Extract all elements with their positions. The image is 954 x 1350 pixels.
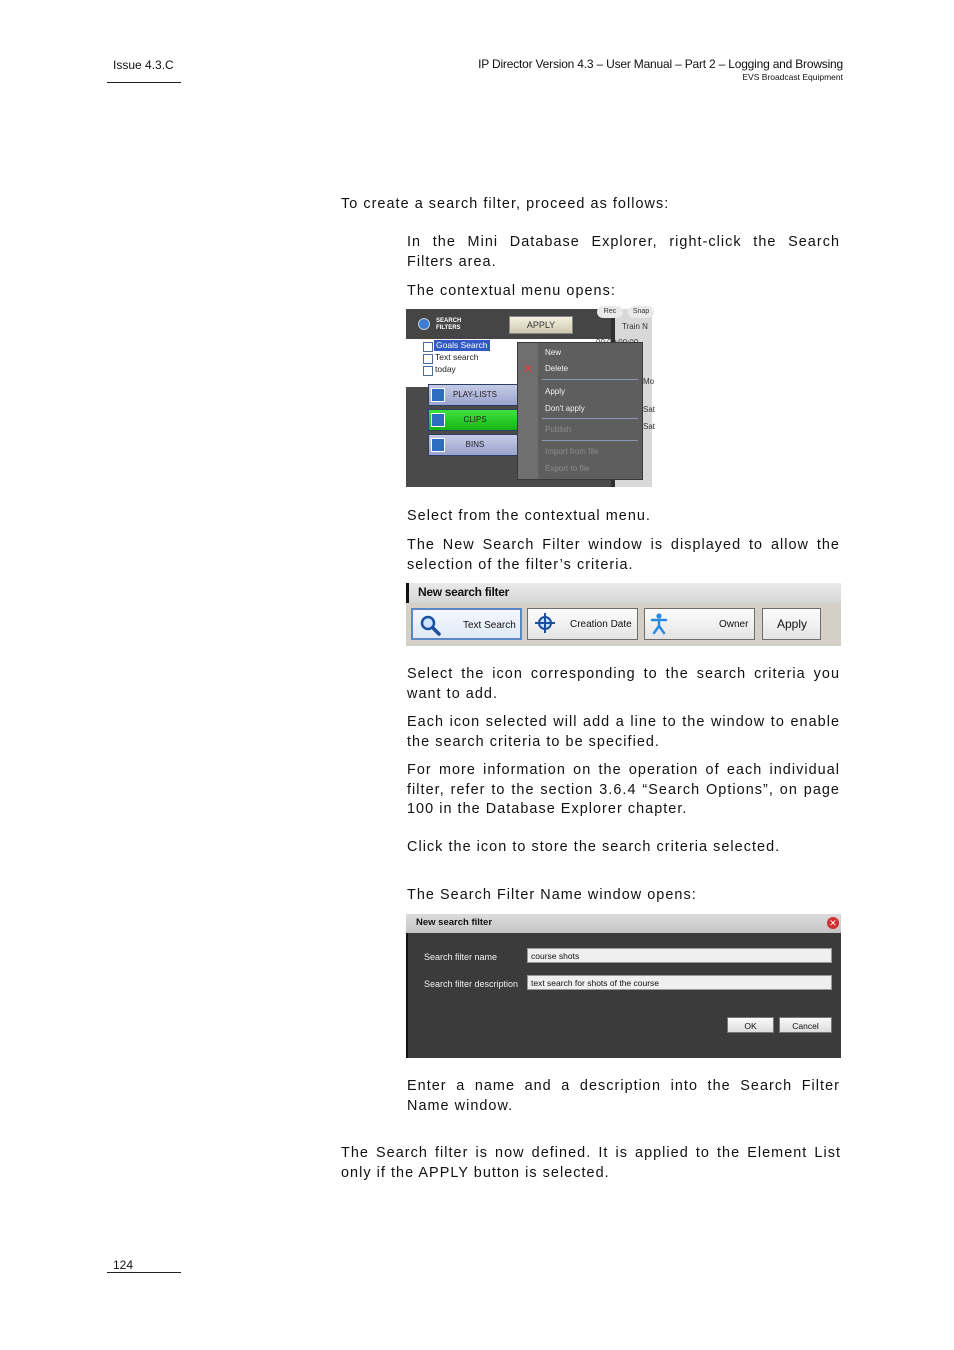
clips-button[interactable]: CLIPS: [428, 409, 522, 431]
menu-item-publish[interactable]: Publish: [545, 425, 572, 434]
snap-tab[interactable]: Snap: [628, 306, 654, 318]
delete-icon: ✕: [523, 362, 534, 376]
step4-result: The Search Filter Name window opens:: [407, 887, 697, 903]
menu-item-import-from-file[interactable]: Import from file: [545, 447, 599, 456]
issue-label: Issue 4.3.C: [113, 58, 174, 72]
search-filters-title-1: SEARCH: [436, 318, 462, 324]
owner-label: Owner: [719, 619, 749, 630]
search-filter-name-dialog-screenshot: [406, 914, 841, 1058]
footer-rule: [107, 1272, 181, 1273]
step2-text: Select from the contextual menu.: [407, 508, 651, 524]
ok-button[interactable]: OK: [727, 1017, 774, 1033]
text-search-button[interactable]: [411, 608, 522, 640]
toolbar-title-bar: [406, 583, 841, 603]
filter-item-goals-search[interactable]: Goals Search: [436, 340, 488, 350]
toolbar-title: New search filter: [418, 585, 509, 599]
calendar-target-icon: [534, 612, 556, 634]
menu-item-apply[interactable]: Apply: [545, 387, 566, 396]
dialog-border: [406, 933, 408, 1058]
step3-text: Select the icon corresponding to the search criteria you want to add.: [407, 666, 840, 702]
filter-checkbox[interactable]: [423, 366, 433, 376]
step3-result-2: For more information on the operation of each individual filter, refer to the section 3.6.4 “Search Options”, on page 100 in the Database Explorer chapter.: [407, 762, 840, 817]
header-rule: [107, 82, 181, 83]
search-filter-name-input[interactable]: course shots: [527, 948, 832, 963]
new-search-filter-toolbar-screenshot: [406, 583, 841, 646]
dialog-title-bar: [406, 914, 841, 933]
toolbar-apply-button[interactable]: [762, 608, 821, 640]
step1-text: In the Mini Database Explorer, right-click the Search Filters area.: [407, 234, 840, 270]
cancel-button[interactable]: Cancel: [779, 1017, 832, 1033]
filter-checkbox[interactable]: [423, 354, 433, 364]
company-name: EVS Broadcast Equipment: [742, 72, 843, 82]
step5-text: Enter a name and a description into the Search Filter Name window.: [407, 1078, 840, 1114]
search-filters-title-2: FILTERS: [436, 325, 461, 331]
play-lists-button[interactable]: PLAY-LISTS: [428, 384, 522, 406]
menu-item-delete[interactable]: Delete: [545, 364, 569, 373]
menu-separator: [542, 418, 638, 419]
title-accent: [406, 583, 409, 603]
filter-checkbox[interactable]: [423, 342, 433, 352]
creation-date-button[interactable]: [527, 608, 638, 640]
magnifier-icon: [419, 614, 441, 636]
step1-result: The contextual menu opens:: [407, 283, 616, 299]
context-menu: [517, 342, 643, 480]
filter-item-today[interactable]: today: [435, 364, 456, 374]
right-snippet: Sat: [643, 422, 656, 431]
playlist-icon: [431, 388, 445, 402]
menu-separator: [542, 440, 638, 441]
conclusion-text: The Search filter is now defined. It is applied to the Element List only if the APPLY button is selected.: [341, 1145, 841, 1181]
search-filters-icon: [418, 318, 430, 330]
step2-result: The New Search Filter window is displayed to allow the selection of the filter’s criteria.: [407, 537, 840, 573]
person-icon: [650, 613, 668, 635]
filter-item-text-search[interactable]: Text search: [435, 352, 479, 362]
search-filter-name-label: Search filter name: [424, 952, 498, 962]
intro-text: To create a search filter, proceed as follows:: [341, 196, 670, 212]
menu-item-new[interactable]: New: [545, 348, 562, 357]
bins-button[interactable]: BINS: [428, 434, 522, 456]
text-search-label: Text Search: [463, 620, 516, 631]
search-filter-description-input[interactable]: text search for shots of the course: [527, 975, 832, 990]
rec-tab[interactable]: Rec: [597, 306, 623, 318]
right-snippet: Train N: [622, 322, 648, 331]
creation-date-label: Creation Date: [570, 619, 632, 630]
owner-button[interactable]: [644, 608, 755, 640]
page-number: 124: [113, 1258, 134, 1272]
step4-text: Click the icon to store the search criteria selected.: [407, 839, 781, 855]
close-icon[interactable]: ✕: [827, 917, 839, 929]
apply-button[interactable]: APPLY: [509, 316, 573, 334]
context-menu-screenshot: [406, 308, 656, 487]
toolbar-apply-label: Apply: [777, 617, 808, 631]
step3-result-1: Each icon selected will add a line to the window to enable the search criteria to be specified.: [407, 714, 840, 750]
dialog-title: New search filter: [416, 917, 493, 928]
bin-icon: [431, 438, 445, 452]
menu-separator: [542, 379, 638, 380]
menu-item-dont-apply[interactable]: Don't apply: [545, 404, 585, 413]
right-snippet: Sat: [643, 405, 656, 414]
clip-icon: [431, 413, 445, 427]
search-filter-description-label: Search filter description: [424, 979, 519, 989]
document-title: IP Director Version 4.3 – User Manual – Part 2 – Logging and Browsing: [478, 57, 843, 71]
right-snippet: Mo: [643, 377, 655, 386]
menu-item-export-to-file[interactable]: Export to file: [545, 464, 590, 473]
